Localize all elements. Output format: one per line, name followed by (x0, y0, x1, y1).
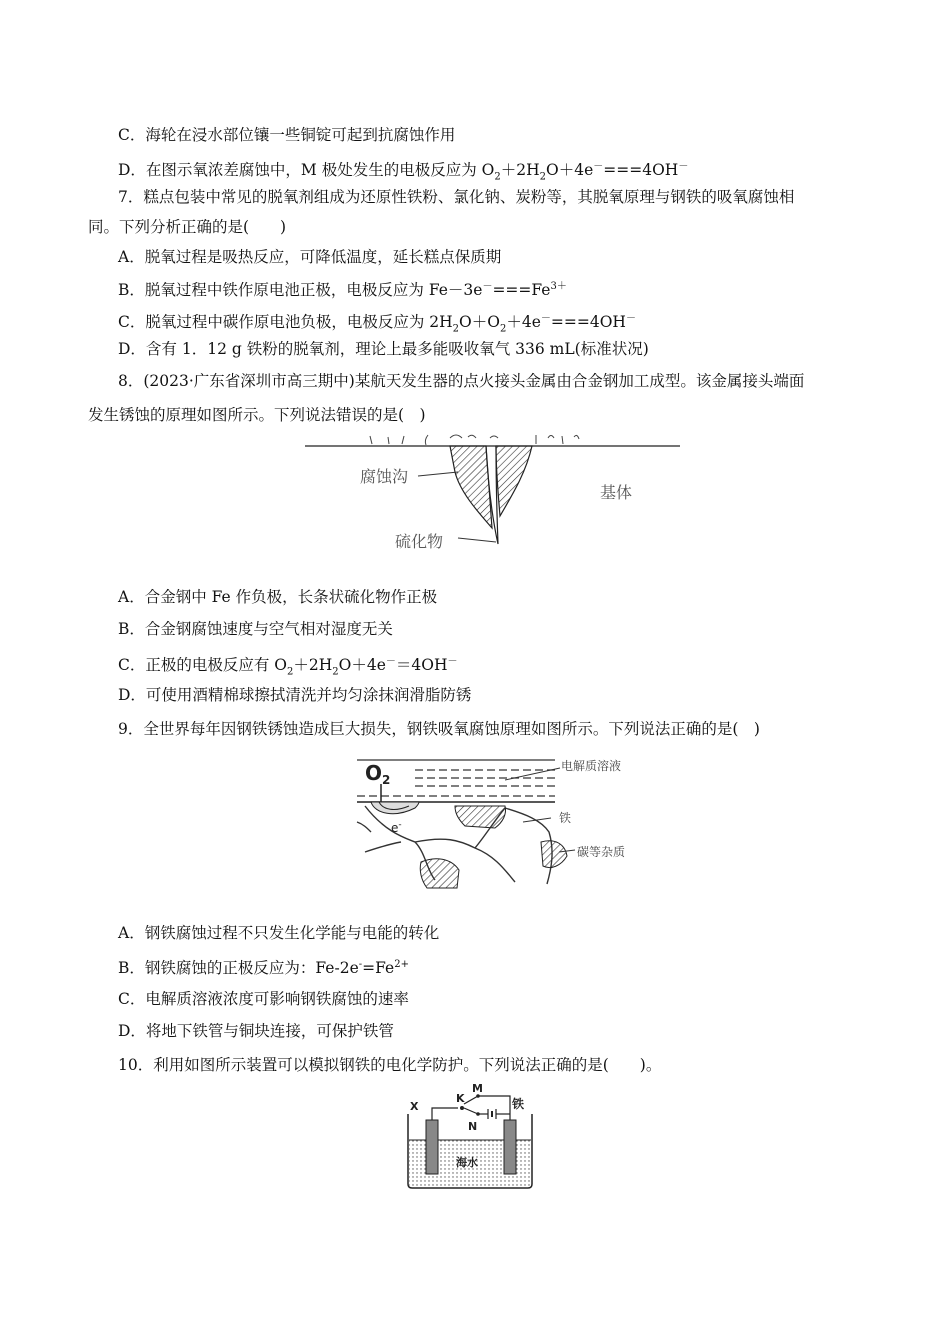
q7-stem-line2: 同。下列分析正确的是( ) (88, 218, 287, 236)
q7-stem-line1: 7．糕点包装中常见的脱氧剂组成为还原性铁粉、氯化钠、炭粉等，其脱氧原理与钢铁的吸氧腐蚀相 (118, 188, 795, 206)
q8-stem-line2: 发生锈蚀的原理如图所示。下列说法错误的是( ) (88, 406, 426, 424)
q6-option-c: C．海轮在浸水部位镶一些铜锭可起到抗腐蚀作用 (118, 126, 456, 144)
oxygen-absorption-corrosion-diagram (355, 752, 645, 894)
label-iron: 铁 (559, 811, 572, 825)
label-base-metal: 基体 (600, 483, 633, 502)
electron-label: e- (391, 820, 402, 835)
q8-stem-line1: 8．(2023·广东省深圳市高三期中)某航天发生器的点火接头金属由合金钢加工成型。该金属接头端面 (118, 372, 805, 390)
q9-option-d: D．将地下铁管与铜块连接，可保护铁管 (118, 1022, 394, 1040)
q9-option-c: C．电解质溶液浓度可影响钢铁腐蚀的速率 (118, 990, 409, 1008)
o2-label: $O_2$ (365, 761, 391, 787)
electrochemical-protection-apparatus (400, 1080, 550, 1192)
q8-option-b: B．合金钢腐蚀速度与空气相对湿度无关 (118, 620, 393, 638)
label-corrosion-groove: 腐蚀沟 (360, 467, 409, 486)
q10-stem: 10．利用如图所示装置可以模拟钢铁的电化学防护。下列说法正确的是( )。 (118, 1056, 662, 1074)
q8-option-a: A．合金钢中 Fe 作负极，长条状硫化物作正极 (118, 588, 438, 606)
label-iron-electrode: 铁 (512, 1097, 525, 1111)
q8-option-d: D．可使用酒精棉球擦拭清洗并均匀涂抹润滑脂防锈 (118, 686, 472, 704)
q9-option-b: B．钢铁腐蚀的正极反应为：$Fe-2e^-=Fe^{2+}$ (118, 959, 409, 978)
label-k: K (456, 1092, 465, 1105)
q9-option-a: A．钢铁腐蚀过程不只发生化学能与电能的转化 (118, 924, 440, 942)
label-x: X (410, 1100, 419, 1113)
q9-stem: 9．全世界每年因钢铁锈蚀造成巨大损失，钢铁吸氧腐蚀原理如图所示。下列说法正确的是( ) (118, 720, 760, 738)
q7-option-a: A．脱氧过程是吸热反应，可降低温度，延长糕点保质期 (118, 248, 502, 266)
label-m: M (472, 1082, 483, 1095)
corrosion-groove-diagram (300, 432, 685, 554)
q7-option-c: C．脱氧过程中碳作原电池负极，电极反应为 $2H_2O+O_2+4e^-===4OH^-$ (118, 313, 636, 335)
label-electrolyte: 电解质溶液 (561, 759, 622, 773)
label-carbon-impurities: 碳等杂质 (577, 845, 626, 859)
q7-option-d: D．含有 1．12 g 铁粉的脱氧剂，理论上最多能吸收氧气 336 mL(标准状况) (118, 340, 649, 358)
label-sulfide: 硫化物 (395, 532, 444, 551)
q8-option-c: C．正极的电极反应有 $O_2+2H_2O+4e^-=4OH^-$ (118, 656, 458, 678)
label-seawater: 海水 (456, 1156, 478, 1169)
q7-option-b: B．脱氧过程中铁作原电池正极，电极反应为 $Fe-3e^-===Fe^{3+}$ (118, 281, 567, 300)
label-n: N (468, 1120, 478, 1133)
q6-option-d: D．在图示氧浓差腐蚀中，M 极处发生的电极反应为 $O_2+2H_2O+4e^-===4OH^-$ (118, 161, 689, 183)
